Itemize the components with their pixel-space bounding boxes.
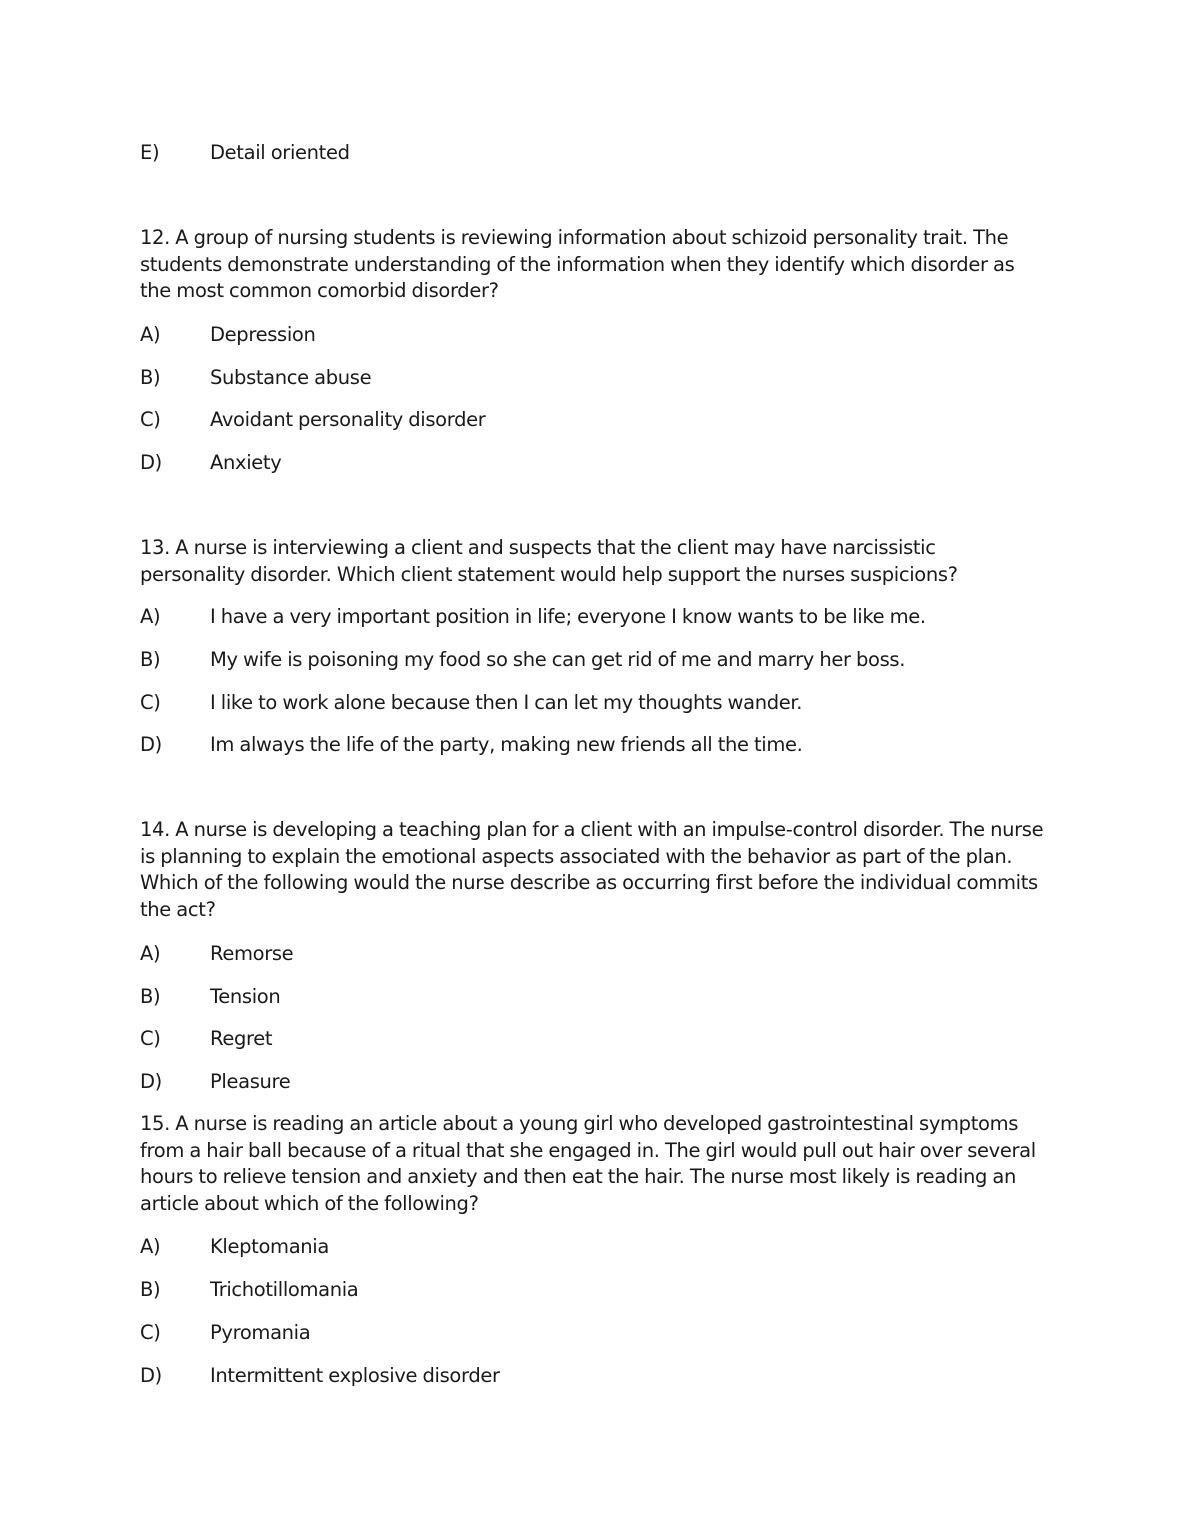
question-12-text: 12. A group of nursing students is reviewing information about schizoid personality trait. The students demonstrate understanding of the information when they identify which disorder as the most common comorbid disorder? [140,226,1015,303]
option-letter: B) [140,366,161,389]
option-letter: B) [140,1278,161,1301]
option-text: Intermittent explosive disorder [210,1364,500,1387]
option-letter: A) [140,1235,161,1258]
option-text: Pyromania [210,1321,311,1344]
option-letter: D) [140,1070,162,1093]
option-letter: B) [140,648,161,671]
option-text: Substance abuse [210,366,372,389]
question-15-text: 15. A nurse is reading an article about a young girl who developed gastrointestinal symptoms from a hair ball because of a ritual that she engaged in. The girl would pull out hair over several hours to relieve tension and anxiety and then eat the hair. The nurse most likely is reading an article about which of the following? [140,1112,1036,1215]
option-text: Depression [210,323,316,346]
option-letter: A) [140,942,161,965]
option-text: Remorse [210,942,294,965]
option-text: Detail oriented [210,141,350,164]
option-text: Tension [210,985,281,1008]
option-text: I have a very important position in life; everyone I know wants to be like me. [210,605,926,628]
option-letter: D) [140,451,162,474]
option-letter: C) [140,691,161,714]
option-text: Avoidant personality disorder [210,408,486,431]
option-letter: A) [140,323,161,346]
option-text: Regret [210,1027,273,1050]
option-letter: C) [140,1321,161,1344]
question-13-text: 13. A nurse is interviewing a client and suspects that the client may have narcissistic personality disorder. Which client statement would help support the nurses suspicions? [140,536,958,586]
option-text: Anxiety [210,451,282,474]
option-text: My wife is poisoning my food so she can get rid of me and marry her boss. [210,648,906,671]
option-letter: D) [140,1364,162,1387]
option-letter: A) [140,605,161,628]
option-letter: C) [140,1027,161,1050]
option-letter: E) [140,141,160,164]
option-letter: B) [140,985,161,1008]
option-text: Im always the life of the party, making new friends all the time. [210,733,803,756]
option-letter: C) [140,408,161,431]
option-text: Kleptomania [210,1235,329,1258]
option-letter: D) [140,733,162,756]
option-text: Pleasure [210,1070,291,1093]
question-14-text: 14. A nurse is developing a teaching plan for a client with an impulse-control disorder. The nurse is planning to explain the emotional aspects associated with the behavior as part of the plan. Which of the following would the nurse describe as occurring first before the individual commits the act? [140,818,1044,921]
option-text: I like to work alone because then I can let my thoughts wander. [210,691,803,714]
option-text: Trichotillomania [210,1278,359,1301]
